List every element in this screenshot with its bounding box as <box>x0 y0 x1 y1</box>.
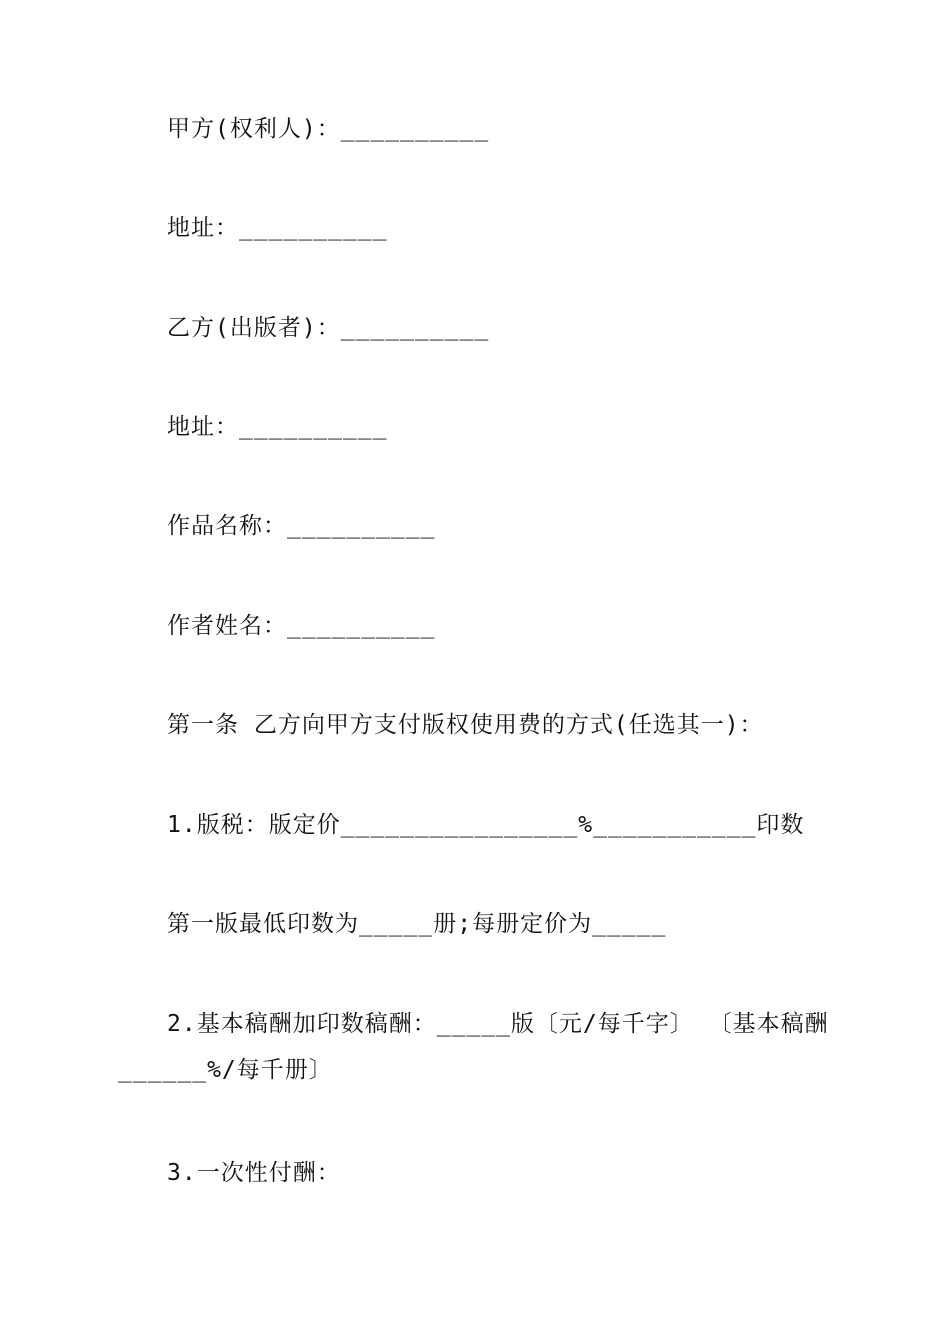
author-name-line: 作者姓名：__________ <box>167 613 436 639</box>
basic-fee-option-paragraph: 2.基本稿酬加印数稿酬：_____版〔元/每千字〕 〔基本稿酬______%/每千册〕 <box>118 1011 829 1083</box>
party-b-line: 乙方(出版者)：__________ <box>167 315 490 341</box>
first-edition-line: 第一版最低印数为_____册;每册定价为_____ <box>167 911 667 937</box>
royalty-option-line: 1.版税：版定价________________%___________印数 <box>167 812 805 838</box>
lump-sum-option-line: 3.一次性付酬： <box>167 1160 341 1186</box>
article-one-heading: 第一条 乙方向甲方支付版权使用费的方式(任选其一)： <box>167 712 764 738</box>
party-a-address-line: 地址：__________ <box>167 215 388 241</box>
work-title-line: 作品名称：__________ <box>167 513 436 539</box>
party-a-line: 甲方(权利人)：__________ <box>167 116 490 142</box>
party-b-address-line: 地址：__________ <box>167 414 388 440</box>
